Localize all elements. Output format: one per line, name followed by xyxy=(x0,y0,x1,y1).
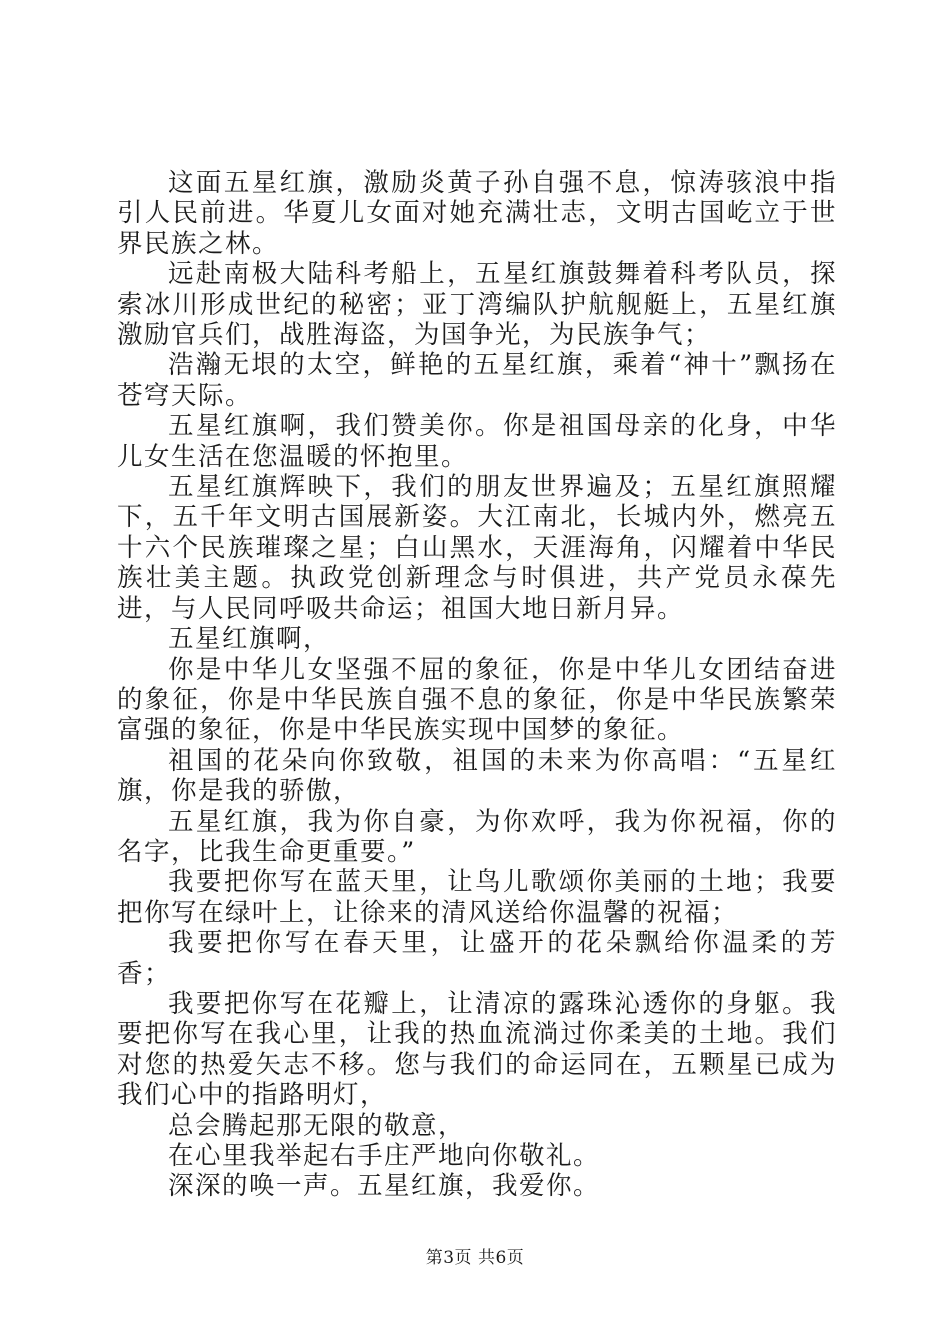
paragraph: 远赴南极大陆科考船上，五星红旗鼓舞着科考队员，探索冰川形成世纪的秘密；亚丁湾编队护航舰艇上，五星红旗激励官兵们，战胜海盗，为国争光，为民族争气； xyxy=(117,259,837,351)
paragraph: 五星红旗啊，我们赞美你。你是祖国母亲的化身，中华儿女生活在您温暖的怀抱里。 xyxy=(117,411,837,472)
page-footer: 第3页 共6页 xyxy=(425,1248,525,1268)
paragraph: 我要把你写在春天里，让盛开的花朵飘给你温柔的芳香； xyxy=(117,928,837,989)
paragraph: 我要把你写在蓝天里，让鸟儿歌颂你美丽的土地；我要把你写在绿叶上，让徐来的清风送给你温馨的祝福； xyxy=(117,867,837,928)
paragraph: 你是中华儿女坚强不屈的象征，你是中华儿女团结奋进的象征，你是中华民族自强不息的象征，你是中华民族繁荣富强的象征，你是中华民族实现中国梦的象征。 xyxy=(117,654,837,746)
paragraph: 祖国的花朵向你致敬，祖国的未来为你高唱：“五星红旗，你是我的骄傲， xyxy=(117,745,837,807)
paragraph: 五星红旗，我为你自豪，为你欢呼，我为你祝福，你的名字，比我生命更重要。” xyxy=(117,806,837,867)
paragraph: 总会腾起那无限的敬意， xyxy=(168,1110,466,1141)
paragraph: 五星红旗辉映下，我们的朋友世界遍及；五星红旗照耀下，五千年文明古国展新姿。大江南北，长城内外，燃亮五十六个民族璀璨之星；白山黑水，天涯海角，闪耀着中华民族壮美主题。执政党创新理念与时俱进，共产党员永葆先进，与人民同呼吸共命运；祖国大地日新月异。 xyxy=(117,472,837,624)
paragraph: 深深的唤一声。五星红旗，我爱你。 xyxy=(168,1171,601,1202)
paragraph: 浩瀚无垠的太空，鲜艳的五星红旗，乘着“神十”飘扬在苍穹天际。 xyxy=(117,350,837,411)
paragraph: 这面五星红旗，激励炎黄子孙自强不息，惊涛骇浪中指引人民前进。华夏儿女面对她充满壮志，文明古国屹立于世界民族之林。 xyxy=(117,168,837,259)
paragraph: 我要把你写在花瓣上，让清凉的露珠沁透你的身躯。我要把你写在我心里，让我的热血流淌过你柔美的土地。我们对您的热爱矢志不移。您与我们的命运同在，五颗星已成为我们心中的指路明灯， xyxy=(117,988,837,1111)
paragraph: 在心里我举起右手庄严地向你敬礼。 xyxy=(168,1141,601,1171)
document-body xyxy=(117,168,837,1202)
paragraph: 五星红旗啊， xyxy=(168,624,331,655)
